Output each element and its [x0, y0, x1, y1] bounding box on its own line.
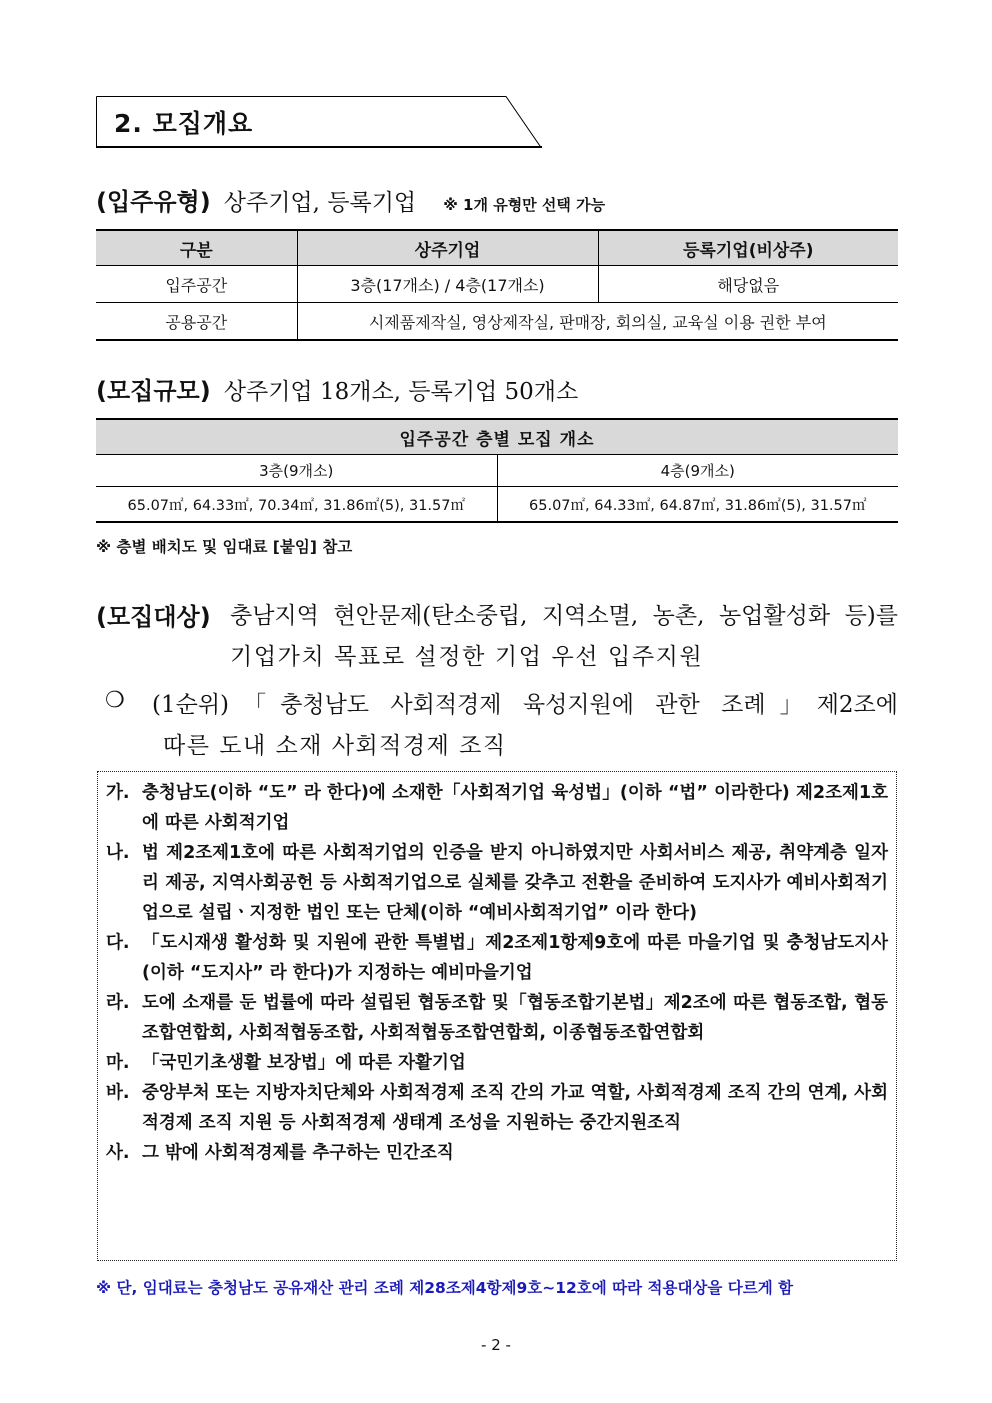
list-marker: 마.	[106, 1053, 130, 1073]
table-cell: 해당없음	[598, 266, 898, 303]
table-cell: 65.07㎡, 64.33㎡, 70.34㎡, 31.86㎡(5), 31.57㎡	[96, 487, 497, 523]
eligibility-list-box	[97, 771, 897, 1261]
table-cell: 공용공간	[96, 303, 297, 341]
list-item	[106, 778, 888, 838]
target-line2: 기업가치 목표로 설정한 기업 우선 입주지원	[230, 644, 704, 670]
list-item	[106, 1138, 888, 1168]
type-table	[96, 229, 898, 341]
list-text: 중앙부처 또는 지방자치단체와 사회적경제 조직 간의 가교 역할, 사회적경제 조직 간의 연계, 사회적경제 조직 지원 등 사회적경제 생태계 조성을 지원하는 중간지원조직	[142, 1083, 888, 1133]
scale-table-header-cell: 입주공간 층별 모집 개소	[96, 419, 898, 455]
table-cell: 3층(17개소) / 4층(17개소)	[297, 266, 598, 303]
scale-table	[96, 418, 898, 523]
target-label: (모집대상)	[96, 603, 211, 631]
section-title-box	[96, 96, 542, 148]
table-cell: 65.07㎡, 64.33㎡, 64.87㎡, 31.86㎡(5), 31.57㎡	[497, 487, 898, 523]
list-text: 도에 소재를 둔 법률에 따라 설립된 협동조합 및「협동조합기본법」제2조에 따른 협동조합, 협동조합연합회, 사회적협동조합, 사회적협동조합연합회, 이종협동조합연합회	[142, 993, 888, 1043]
scale-label: (모집규모)	[96, 377, 211, 405]
list-item	[106, 1078, 888, 1138]
list-item	[106, 1048, 888, 1078]
move-in-type-line	[96, 182, 605, 217]
table-cell: 4층(9개소)	[497, 455, 898, 487]
move-in-type-text: 상주기업, 등록기업	[223, 190, 417, 216]
section-title: 2. 모집개요	[114, 109, 254, 138]
table-row	[96, 303, 898, 341]
list-text: 법 제2조제1호에 따른 사회적기업의 인증을 받지 아니하였지만 사회서비스 제공, 취약계층 일자리 제공, 지역사회공헌 등 사회적기업으로 실체를 갖추고 전환을 준비하여 도지사가 예비사회적기업으로 설립ㆍ지정한 법인 또는 단체(이하 “예비사회적기업” 이라 한다)	[142, 843, 888, 923]
type-table-header	[96, 230, 898, 266]
list-item	[106, 988, 888, 1048]
target-line1: 충남지역 현안문제(탄소중립, 지역소멸, 농촌, 농업활성화 등)를	[230, 603, 898, 629]
list-text: 그 밖에 사회적경제를 추구하는 민간조직	[142, 1143, 454, 1163]
page-number: - 2 -	[481, 1336, 511, 1354]
list-text: 충청남도(이하 “도” 라 한다)에 소재한「사회적기업 육성법」(이하 “법” 이라한다) 제2조제1호에 따른 사회적기업	[142, 783, 888, 833]
priority-line2: 따른 도내 소재 사회적경제 조직	[163, 733, 507, 759]
type-table-header-cell: 등록기업(비상주)	[598, 230, 898, 266]
move-in-type-note: ※ 1개 유형만 선택 가능	[443, 196, 606, 214]
list-item	[106, 838, 888, 928]
move-in-type-label: (입주유형)	[96, 188, 211, 216]
list-marker: 나.	[106, 843, 130, 863]
type-table-header-cell: 구분	[96, 230, 297, 266]
footer-note: ※ 단, 임대료는 충청남도 공유재산 관리 조례 제28조제4항제9호~12호에 따라 적용대상을 다르게 함	[96, 1279, 794, 1297]
table-row	[96, 455, 898, 487]
list-marker: 다.	[106, 933, 130, 953]
table-row	[96, 487, 898, 523]
table-cell: 시제품제작실, 영상제작실, 판매장, 회의실, 교육실 이용 권한 부여	[297, 303, 898, 341]
scale-line	[96, 371, 578, 406]
list-marker: 라.	[106, 993, 130, 1013]
list-text: 「국민기초생활 보장법」에 따른 자활기업	[142, 1053, 466, 1073]
list-text: 「도시재생 활성화 및 지원에 관한 특별법」제2조제1항제9호에 따른 마을기업 및 충청남도지사(이하 “도지사” 라 한다)가 지정하는 예비마을기업	[142, 933, 888, 983]
bullet-circle-icon: ❍	[105, 688, 125, 713]
list-marker: 가.	[106, 783, 130, 803]
list-marker: 사.	[106, 1143, 130, 1163]
type-table-header-cell: 상주기업	[297, 230, 598, 266]
list-item	[106, 928, 888, 988]
scale-table-header	[96, 419, 898, 455]
priority-line1: (1순위)「충청남도 사회적경제 육성지원에 관한 조례」제2조에	[152, 692, 898, 718]
scale-note: ※ 층별 배치도 및 임대료 [붙임] 참고	[96, 538, 353, 556]
list-marker: 바.	[106, 1083, 130, 1103]
scale-text: 상주기업 18개소, 등록기업 50개소	[223, 379, 579, 405]
table-row	[96, 266, 898, 303]
table-cell: 3층(9개소)	[96, 455, 497, 487]
table-cell: 입주공간	[96, 266, 297, 303]
